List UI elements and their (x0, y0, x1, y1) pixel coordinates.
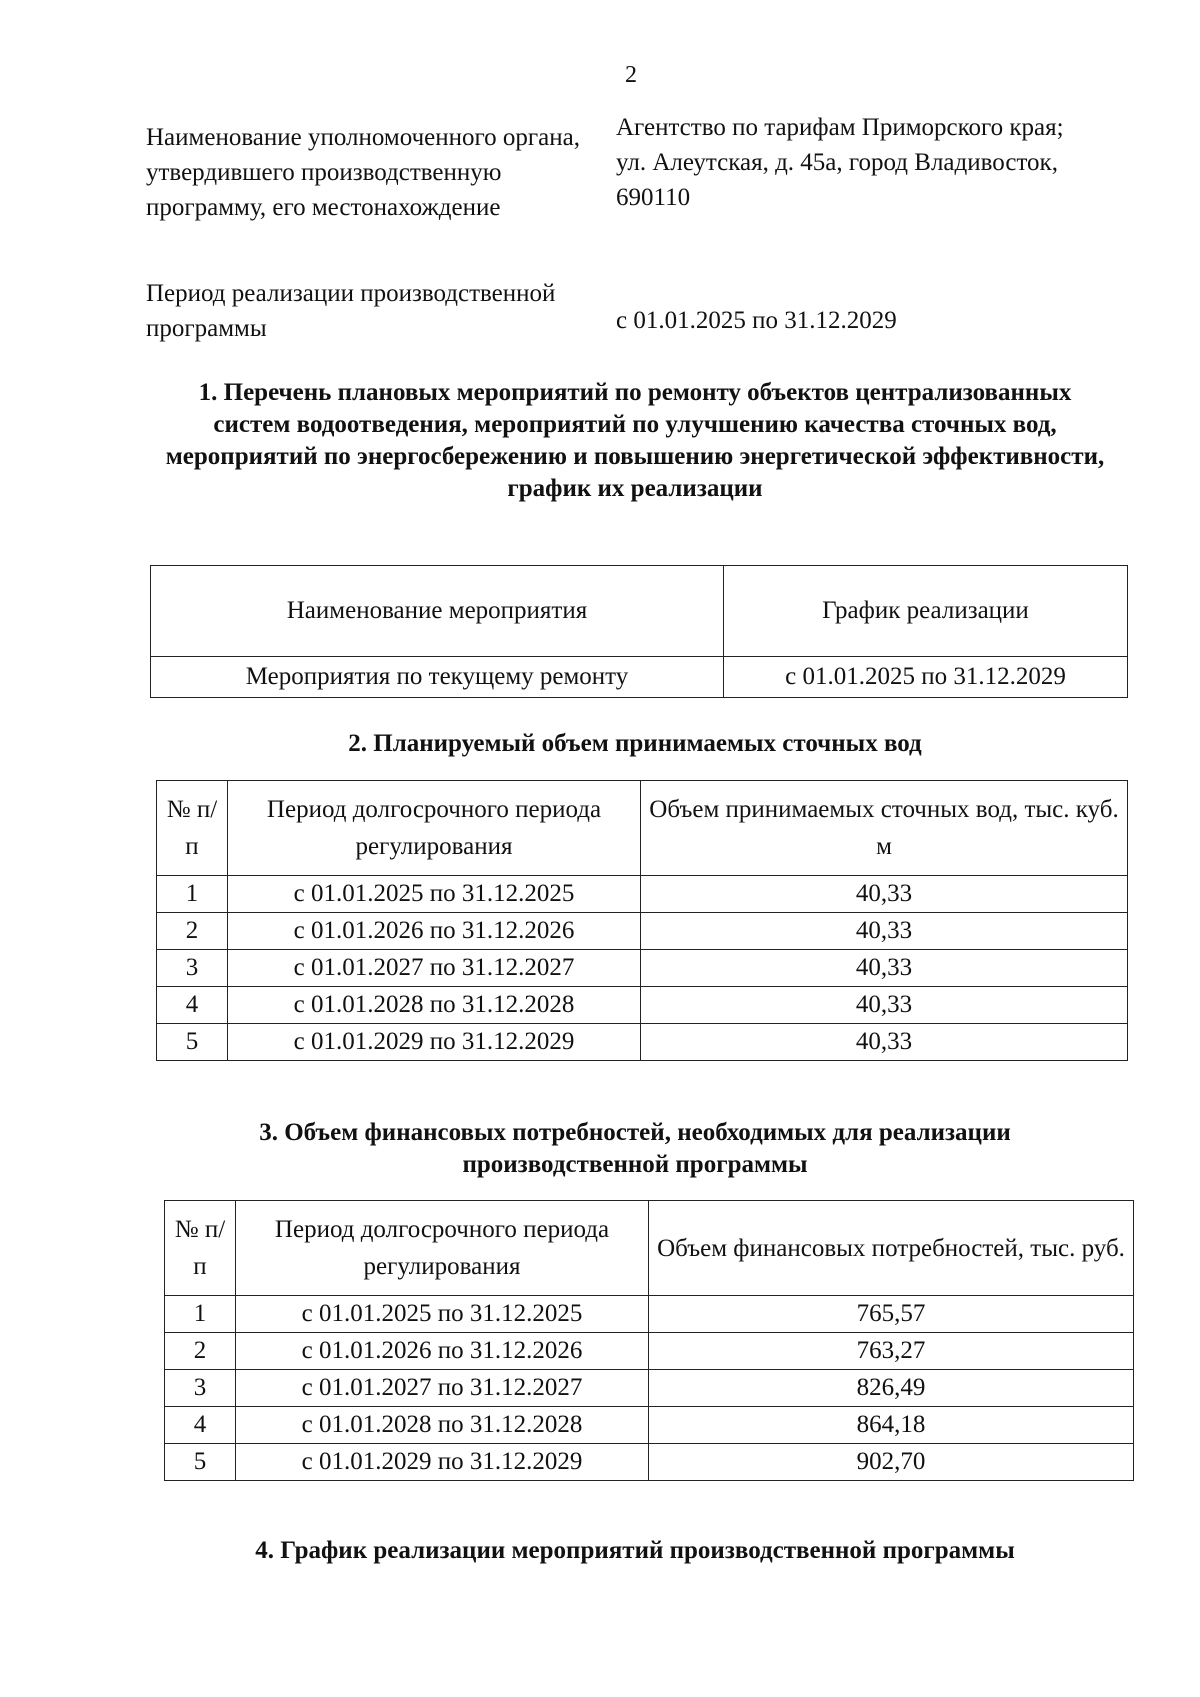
table-cell: 765,57 (649, 1296, 1134, 1333)
table-cell: с 01.01.2026 по 31.12.2026 (228, 913, 641, 950)
table-row (157, 950, 1128, 987)
section-2-title: 2. Планируемый объем принимаемых сточных вод (348, 730, 922, 757)
table-row (151, 657, 1128, 698)
table-cell: 763,27 (649, 1333, 1134, 1370)
table-header-row (157, 781, 1128, 876)
table-cell: 40,33 (641, 1024, 1128, 1061)
table-cell: 3 (165, 1370, 236, 1407)
section-3-title: 3. Объем финансовых потребностей, необходимых для реализации производственной программы (259, 1119, 1011, 1178)
table-cell: 40,33 (641, 987, 1128, 1024)
table-row (157, 987, 1128, 1024)
table-cell: 826,49 (649, 1370, 1134, 1407)
page-number: 2 (625, 62, 637, 88)
table-cell: 4 (157, 987, 228, 1024)
table-cell: 2 (157, 913, 228, 950)
table-cell: 40,33 (641, 950, 1128, 987)
table-cell: с 01.01.2027 по 31.12.2027 (236, 1370, 649, 1407)
financial-needs-table (164, 1200, 1134, 1481)
table-row (165, 1333, 1134, 1370)
section-4-title: 4. График реализации мероприятий производственной программы (255, 1537, 1015, 1564)
activities-table (150, 565, 1128, 698)
table-row (165, 1370, 1134, 1407)
column-header: Объем финансовых потребностей, тыс. руб. (649, 1201, 1134, 1296)
info-label-authority: Наименование уполномоченного органа, утвердившего производственную программу, его местонахождение (146, 124, 580, 221)
table-header-row (151, 566, 1128, 657)
column-header: № п/п (165, 1201, 236, 1296)
column-header: Период долгосрочного периода регулирования (228, 781, 641, 876)
table-cell: 2 (165, 1333, 236, 1370)
table-cell: с 01.01.2029 по 31.12.2029 (236, 1444, 649, 1481)
column-header: Объем принимаемых сточных вод, тыс. куб. м (641, 781, 1128, 876)
table-row (157, 913, 1128, 950)
table-cell: с 01.01.2025 по 31.12.2025 (236, 1296, 649, 1333)
table-cell: 902,70 (649, 1444, 1134, 1481)
table-cell: 864,18 (649, 1407, 1134, 1444)
table-cell: с 01.01.2028 по 31.12.2028 (228, 987, 641, 1024)
section-1-title: 1. Перечень плановых мероприятий по ремонту объектов централизованных систем водоотведения, мероприятий по улучшению качества сточных вод, мероприятий по энергосбережению и повышению энергетической эффективности, график их реализации (165, 379, 1105, 502)
table-cell: 1 (157, 876, 228, 913)
info-value-period: с 01.01.2025 по 31.12.2029 (616, 307, 897, 334)
table-cell: 40,33 (641, 876, 1128, 913)
table-cell: 40,33 (641, 913, 1128, 950)
wastewater-volume-table (156, 780, 1128, 1061)
info-label-period: Период реализации производственной программы (146, 280, 556, 342)
table-cell: 5 (165, 1444, 236, 1481)
table-row (157, 876, 1128, 913)
info-value-authority: Агентство по тарифам Приморского края; ул. Алеутская, д. 45а, город Владивосток, 690110 (616, 114, 1064, 211)
table-cell: 4 (165, 1407, 236, 1444)
table-row (165, 1444, 1134, 1481)
table-cell: с 01.01.2027 по 31.12.2027 (228, 950, 641, 987)
table-cell: 1 (165, 1296, 236, 1333)
column-header: График реализации (724, 566, 1128, 657)
table-cell: 5 (157, 1024, 228, 1061)
table-cell: Мероприятия по текущему ремонту (151, 657, 724, 698)
table-header-row (165, 1201, 1134, 1296)
table-cell: с 01.01.2025 по 31.12.2029 (724, 657, 1128, 698)
table-row (157, 1024, 1128, 1061)
table-cell: с 01.01.2029 по 31.12.2029 (228, 1024, 641, 1061)
column-header: № п/п (157, 781, 228, 876)
column-header: Наименование мероприятия (151, 566, 724, 657)
column-header: Период долгосрочного периода регулирования (236, 1201, 649, 1296)
table-row (165, 1407, 1134, 1444)
table-cell: 3 (157, 950, 228, 987)
table-cell: с 01.01.2028 по 31.12.2028 (236, 1407, 649, 1444)
table-row (165, 1296, 1134, 1333)
table-cell: с 01.01.2025 по 31.12.2025 (228, 876, 641, 913)
table-cell: с 01.01.2026 по 31.12.2026 (236, 1333, 649, 1370)
